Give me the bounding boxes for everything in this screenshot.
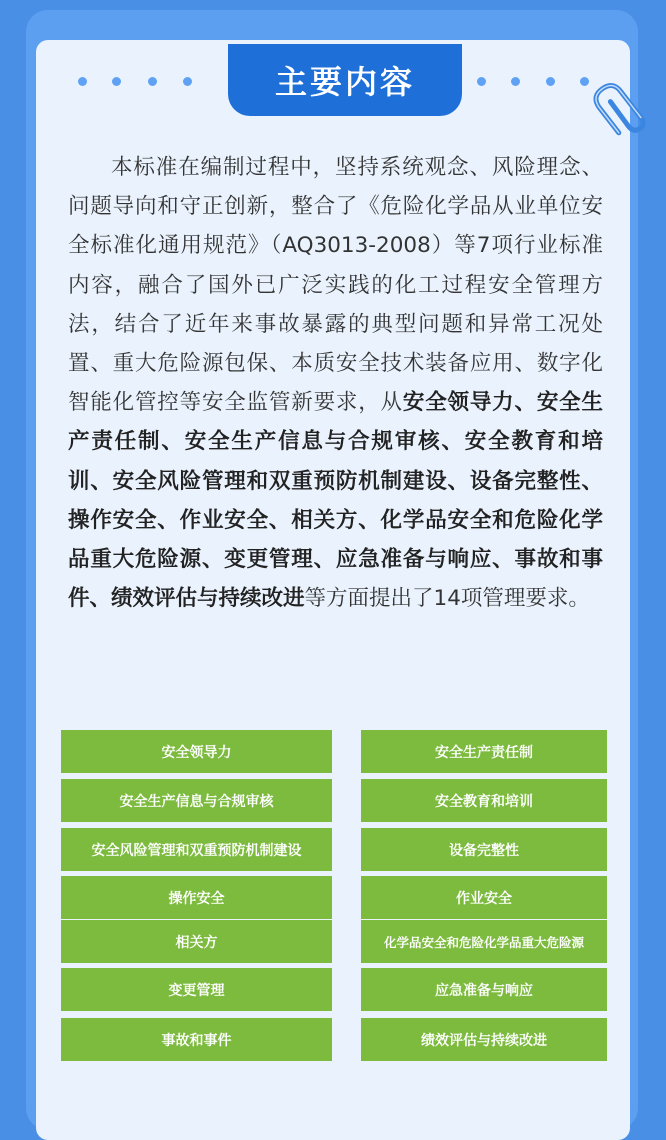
tag-item: 事故和事件 xyxy=(61,1018,332,1061)
tag-item: 安全生产责任制 xyxy=(361,730,607,773)
dot-decoration xyxy=(148,77,157,86)
tag-item: 作业安全 xyxy=(361,876,607,919)
section-title-tab xyxy=(228,44,462,116)
dot-decoration xyxy=(78,77,87,86)
tag-item: 绩效评估与持续改进 xyxy=(361,1018,607,1061)
tag-item: 安全生产信息与合规审核 xyxy=(61,779,332,822)
dot-decoration xyxy=(511,77,520,86)
tag-item: 安全教育和培训 xyxy=(361,779,607,822)
tag-item: 相关方 xyxy=(61,920,332,963)
paragraph-text: 本标准在编制过程中，坚持系统观念、风险理念、问题导向和守正创新，整合了《危险化学品从业单位安全标准化通用规范》（AQ3013-2008）等7项行业标准内容，融合了国外已广泛实践的化工过程安全管理方法，结合了近年来事故暴露的典型问题和异常工况处置、重大危险源包保、本质安全技术装备应用、数字化智能化管控等安全监管新要求，从 xyxy=(68,155,603,416)
dot-decoration xyxy=(112,77,121,86)
section-title: 主要内容 xyxy=(274,63,415,101)
dot-decoration xyxy=(546,77,555,86)
dot-decoration xyxy=(580,77,589,86)
tag-item: 化学品安全和危险化学品重大危险源 xyxy=(361,920,607,963)
dot-decoration xyxy=(183,77,192,86)
paragraph-text-end: 等方面提出了14项管理要求。 xyxy=(304,586,590,612)
tag-item: 应急准备与响应 xyxy=(361,968,607,1011)
main-paragraph xyxy=(68,148,603,618)
paragraph-bold-text: 安全领导力、安全生产责任制、安全生产信息与合规审核、安全教育和培训、安全风险管理和双重预防机制建设、设备完整性、操作安全、作业安全、相关方、化学品安全和危险化学品重大危险源、变更管理、应急准备与响应、事故和事件、绩效评估与持续改进 xyxy=(68,390,603,612)
tag-item: 安全风险管理和双重预防机制建设 xyxy=(61,828,332,871)
tag-item: 设备完整性 xyxy=(361,828,607,871)
tag-item: 安全领导力 xyxy=(61,730,332,773)
paperclip-icon xyxy=(592,58,654,138)
tag-item: 操作安全 xyxy=(61,876,332,919)
tag-item: 变更管理 xyxy=(61,968,332,1011)
dot-decoration xyxy=(477,77,486,86)
